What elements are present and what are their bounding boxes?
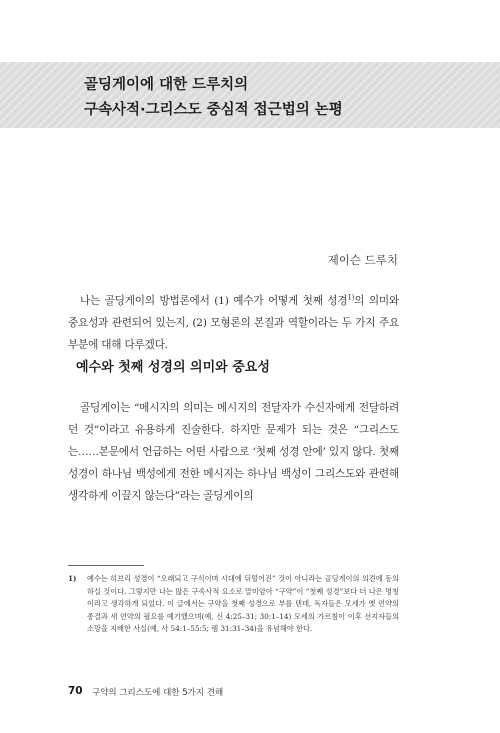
- author-name: 제이슨 드루치: [327, 253, 398, 267]
- intro-text-end: 의 의미와 중요성과 관련되어 있는지, (2) 모형론의 본질과 역할이라는 두 가지 주요 부분에 대해 다루겠다.: [68, 295, 399, 351]
- section-paragraph: [68, 397, 399, 507]
- footnote-divider: [68, 565, 144, 566]
- footnote-number: 1): [68, 574, 77, 583]
- page-number: 70: [68, 685, 83, 697]
- footnote: [68, 573, 399, 636]
- chapter-title-line-1: 골딩게이에 대한 드루치의: [84, 77, 249, 93]
- section-paragraph-text: 골딩게이는 “메시지의 의미는 메시지의 전달자가 수신자에게 전달하려던 것”이라고 유용하게 진술한다. 하지만 문제가 되는 것은 “그리스도는……본문에서 언급하는 어떤 사람으로 ‘첫째 성경 안에’ 있지 않다. 첫째 성경이 하나님 백성에게 전한 메시지는 하나님 백성이 그리스도와 관련해 생각하게 이끌지 않는다”라는 골딩게이의: [68, 402, 399, 502]
- chapter-title-line-2: 구속사적·그리스도 중심적 접근법의 논평: [84, 102, 343, 118]
- section-heading: 예수와 첫째 성경의 의미와 중요성: [76, 360, 270, 375]
- footnote-reference[interactable]: 1): [347, 293, 355, 302]
- intro-text-start: 나는 골딩게이의 방법론에서 (1) 예수가 어떻게 첫째 성경: [80, 295, 348, 307]
- footnote-text: 예수는 히브리 성경이 “오래되고 구식이며 시대에 뒤떨어진” 것이 아니라는 골딩게이의 의견에 동의하실 것이다. 그렇지만 나는 많은 구속사적 요소로 말미암아 “구약”이 “첫째 성경”보다 더 나은 명칭이라고 생각하게 되었다. 이 글에서는 구약을 첫째 성경으로 부를 텐데, 독자들은 모세가 옛 언약의 종결과 새 언약의 필요를 예기했으며(예, 신 4:25–31; 30:1–14) 모세의 가르침이 이후 선지자들의 소망을 지배한 사실(예, 사 54:1–55:5; 렘 31:31–34)을 유념해야 한다.: [87, 574, 399, 633]
- running-title: 구약의 그리스도에 대한 5가지 견해: [92, 688, 224, 698]
- intro-paragraph: [68, 290, 399, 356]
